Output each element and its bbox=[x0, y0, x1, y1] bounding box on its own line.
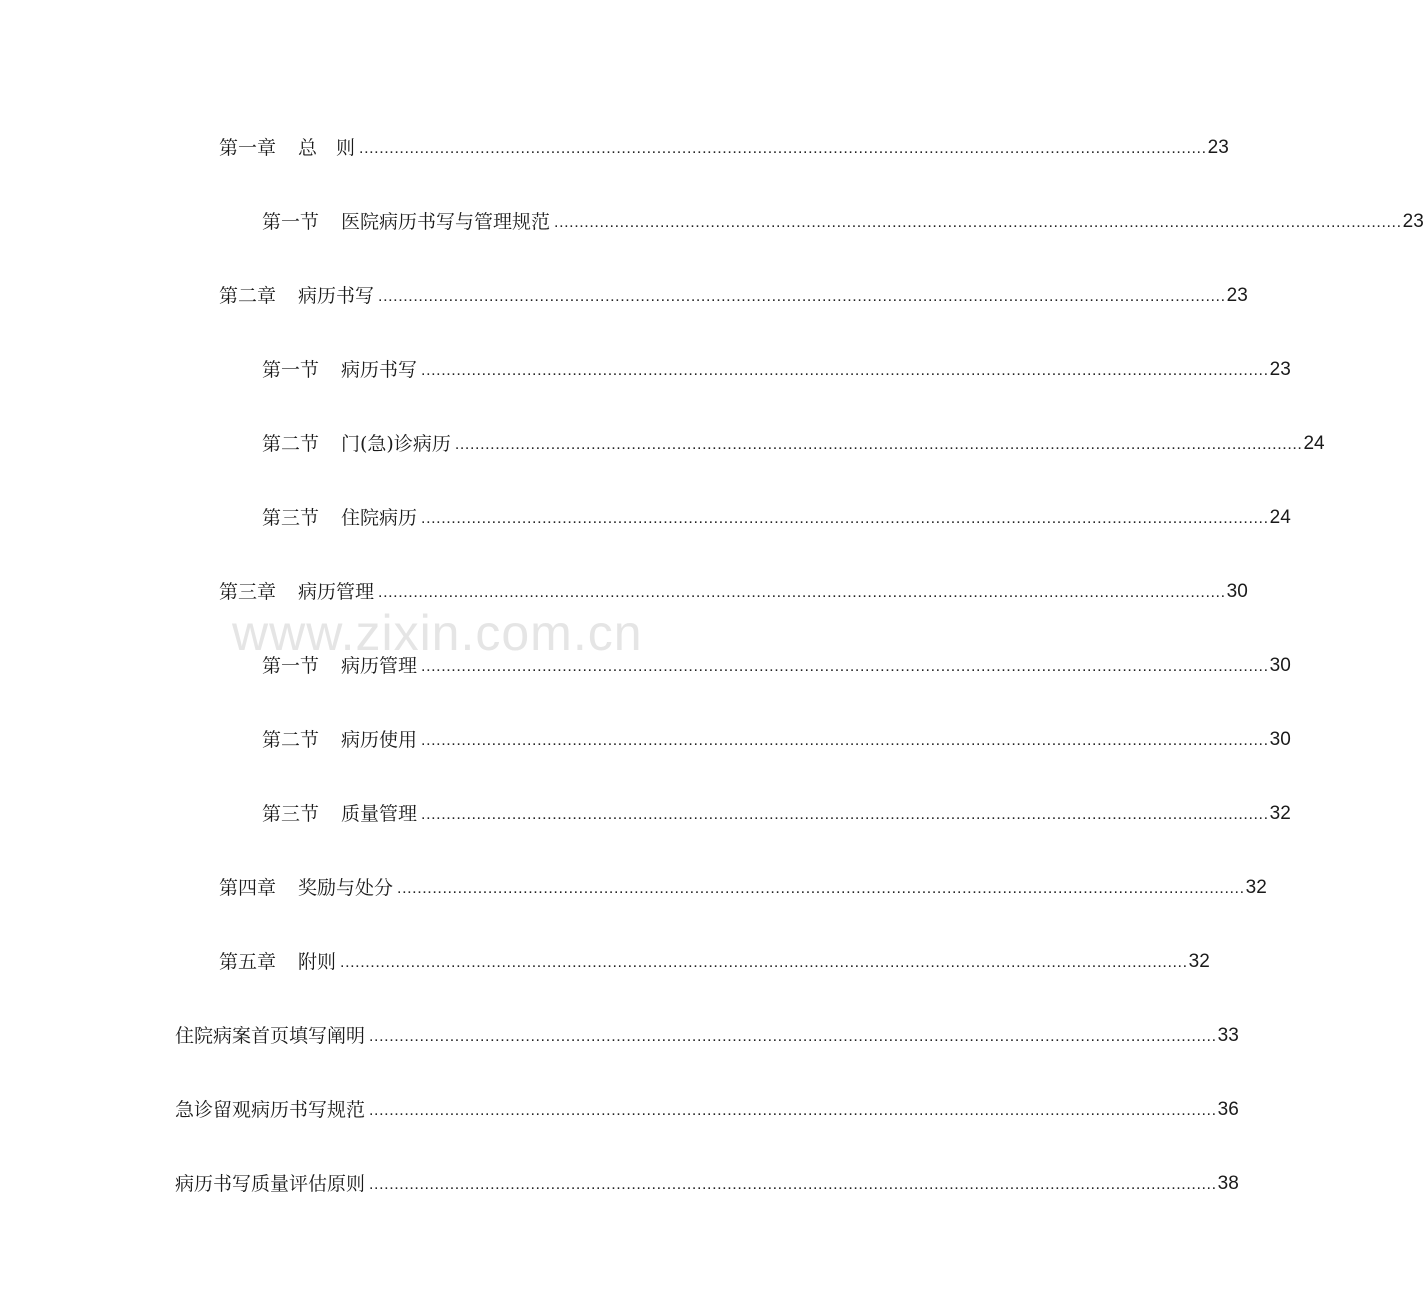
toc-entry[interactable] bbox=[219, 130, 1229, 160]
entry-title: 病历使用 bbox=[341, 729, 418, 751]
entry-number: 第一节 bbox=[262, 211, 320, 233]
page-number: 24 bbox=[1269, 507, 1291, 528]
page-number: 24 bbox=[1303, 433, 1325, 454]
page-number: 30 bbox=[1269, 655, 1291, 676]
entry-title: 门(急)诊病历 bbox=[341, 433, 451, 455]
dot-leader: ........................................................................................................................................................................ bbox=[397, 880, 1245, 897]
entry-number: 第一节 bbox=[262, 655, 320, 677]
dot-leader: ........................................................................................................................................................................ bbox=[369, 1102, 1217, 1119]
entry-number: 第五章 bbox=[219, 951, 277, 973]
entry-number: 第二节 bbox=[262, 729, 320, 751]
entry-title: 病历管理 bbox=[341, 655, 418, 677]
dot-leader: ........................................................................................................................................................................ bbox=[554, 214, 1402, 231]
entry-number: 第四章 bbox=[219, 877, 277, 899]
dot-leader: ........................................................................................................................................................................ bbox=[421, 732, 1269, 749]
dot-leader: ........................................................................................................................................................................ bbox=[369, 1028, 1217, 1045]
entry-title: 病历书写质量评估原则 bbox=[175, 1173, 366, 1195]
toc-entry[interactable] bbox=[219, 944, 1210, 974]
toc-entry[interactable] bbox=[262, 722, 1291, 752]
page-number: 32 bbox=[1269, 803, 1291, 824]
toc-entry[interactable] bbox=[175, 1018, 1239, 1048]
entry-title: 病历书写 bbox=[341, 359, 418, 381]
entry-number: 第二节 bbox=[262, 433, 320, 455]
page-number: 30 bbox=[1269, 729, 1291, 750]
watermark: www.zixin.com.cn bbox=[232, 605, 643, 661]
toc-entry[interactable] bbox=[262, 204, 1424, 234]
entry-title: 病历书写 bbox=[298, 285, 375, 307]
entry-title: 住院病案首页填写阐明 bbox=[175, 1025, 366, 1047]
toc-entry[interactable] bbox=[262, 500, 1291, 530]
toc-entry[interactable] bbox=[219, 870, 1267, 900]
entry-title: 住院病历 bbox=[341, 507, 418, 529]
page-number: 36 bbox=[1217, 1099, 1239, 1120]
entry-number: 第一节 bbox=[262, 359, 320, 381]
dot-leader: ........................................................................................................................................................................ bbox=[340, 954, 1188, 971]
dot-leader: ........................................................................................................................................................................ bbox=[378, 584, 1226, 601]
toc-entry[interactable] bbox=[262, 426, 1325, 456]
entry-number: 第三章 bbox=[219, 581, 277, 603]
page-number: 23 bbox=[1269, 359, 1291, 380]
toc-entry[interactable] bbox=[175, 1166, 1239, 1196]
entry-title: 医院病历书写与管理规范 bbox=[341, 211, 551, 233]
dot-leader: ........................................................................................................................................................................ bbox=[369, 1176, 1217, 1193]
toc-entry[interactable] bbox=[219, 278, 1248, 308]
dot-leader: ........................................................................................................................................................................ bbox=[421, 362, 1269, 379]
entry-title: 急诊留观病历书写规范 bbox=[175, 1099, 366, 1121]
dot-leader: ........................................................................................................................................................................ bbox=[359, 140, 1207, 157]
toc-entry[interactable] bbox=[262, 648, 1291, 678]
entry-number: 第一章 bbox=[219, 137, 277, 159]
page-number: 23 bbox=[1402, 211, 1424, 232]
page-number: 30 bbox=[1226, 581, 1248, 602]
toc-entry[interactable] bbox=[175, 1092, 1239, 1122]
page-number: 38 bbox=[1217, 1173, 1239, 1194]
entry-title: 总 则 bbox=[298, 137, 356, 159]
dot-leader: ........................................................................................................................................................................ bbox=[421, 806, 1269, 823]
dot-leader: ........................................................................................................................................................................ bbox=[421, 510, 1269, 527]
entry-title: 质量管理 bbox=[341, 803, 418, 825]
entry-title: 附则 bbox=[298, 951, 337, 973]
page-number: 32 bbox=[1245, 877, 1267, 898]
page-number: 33 bbox=[1217, 1025, 1239, 1046]
page-number: 23 bbox=[1207, 137, 1229, 158]
toc-entry[interactable] bbox=[219, 574, 1248, 604]
page-number: 32 bbox=[1188, 951, 1210, 972]
entry-number: 第三节 bbox=[262, 507, 320, 529]
entry-number: 第二章 bbox=[219, 285, 277, 307]
dot-leader: ........................................................................................................................................................................ bbox=[454, 436, 1303, 453]
toc-entry[interactable] bbox=[262, 796, 1291, 826]
page-number: 23 bbox=[1226, 285, 1248, 306]
toc-entry[interactable] bbox=[262, 352, 1291, 382]
entry-title: 奖励与处分 bbox=[298, 877, 394, 899]
dot-leader: ........................................................................................................................................................................ bbox=[378, 288, 1226, 305]
dot-leader: ........................................................................................................................................................................ bbox=[421, 658, 1269, 675]
entry-number: 第三节 bbox=[262, 803, 320, 825]
entry-title: 病历管理 bbox=[298, 581, 375, 603]
